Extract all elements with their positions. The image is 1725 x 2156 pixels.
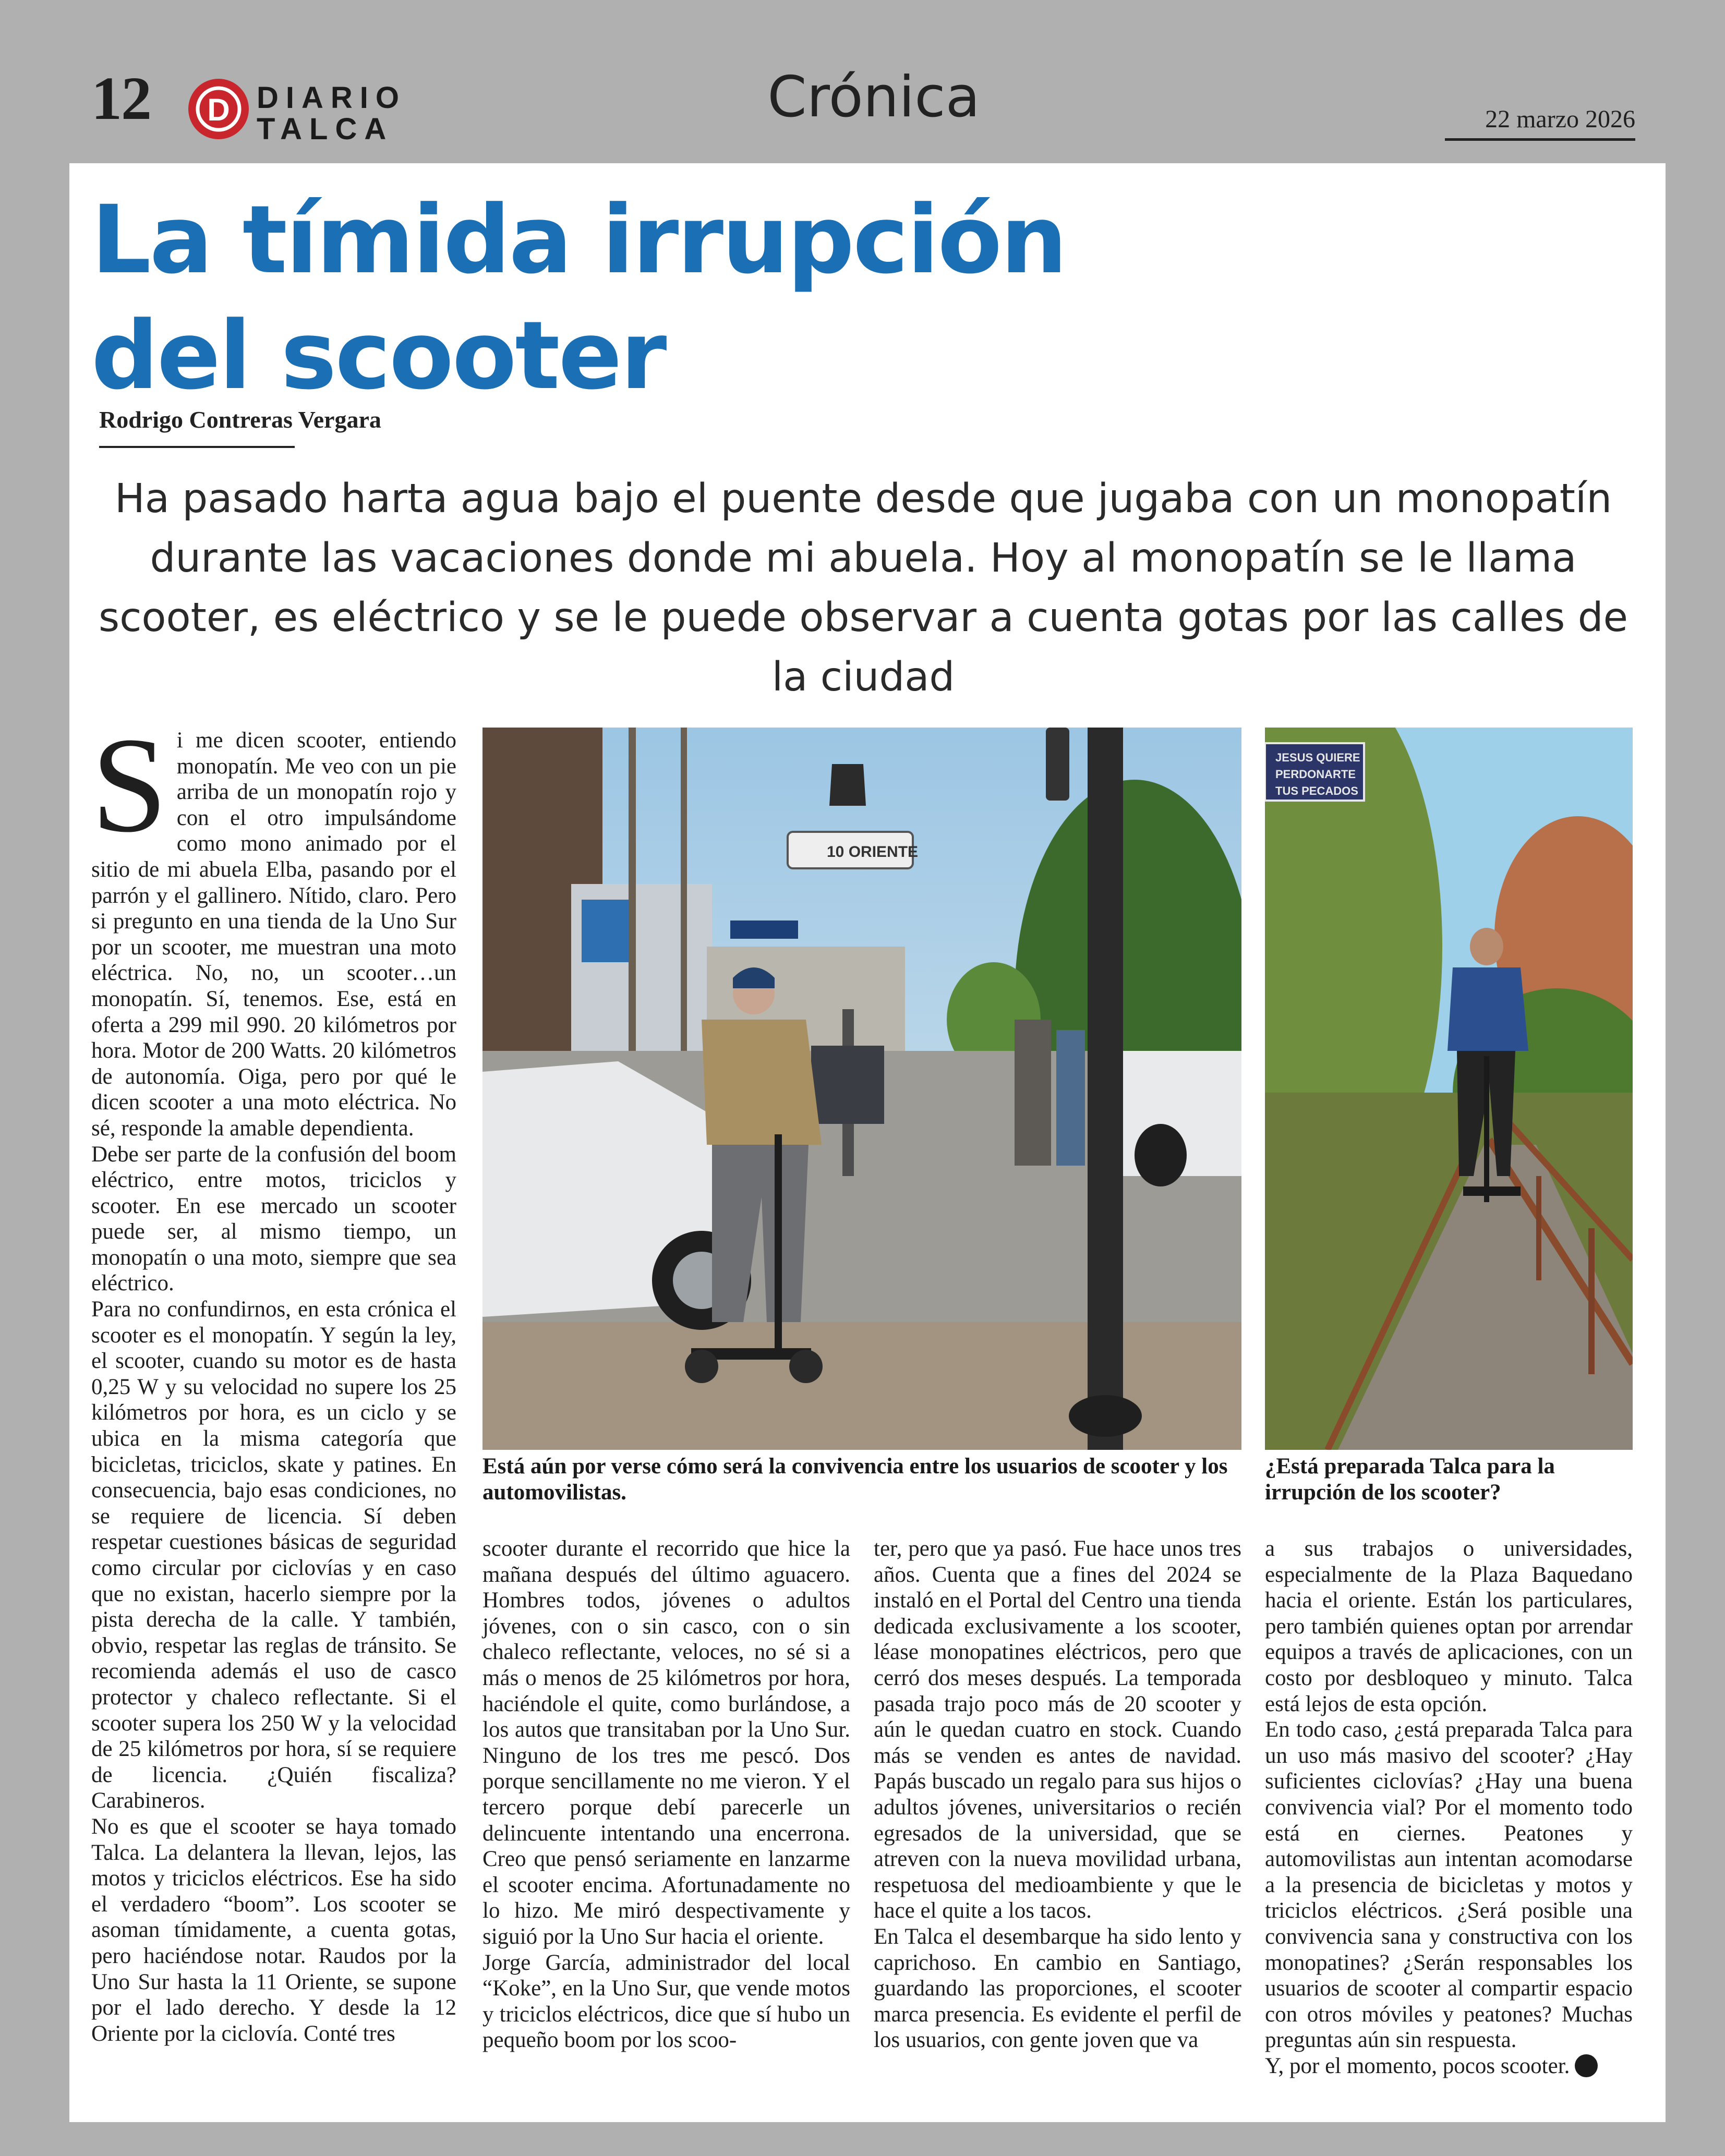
paragraph: a sus trabajos o universidades, especialmente de la Plaza Baquedano hacia el oriente. Están los particulares, pero también quienes optan por arrendar equipos a través de aplicaciones, con un costo por desbloqueo y minuto. Talca está lejos de esta opción.	[1265, 1536, 1633, 1716]
logo-line-2: TALCA	[257, 112, 394, 146]
body-column-3	[874, 1536, 1241, 2053]
page-number: 12	[91, 64, 151, 132]
photo-2-sign-line-2: PERDONARTE	[1275, 768, 1356, 781]
paragraph	[91, 709, 456, 1142]
section-title: Crónica	[767, 65, 980, 130]
logo-wordmark	[257, 82, 406, 145]
paragraph	[1265, 2053, 1633, 2079]
paragraph: scooter durante el recorrido que hice la mañana después del último aguacero. Hombres todos, jóvenes o adultos jóvenes, con o sin casco, con o sin chaleco reflectante, veloces, no sé si a más o menos de 25 kilómetros por hora, haciéndole el quite, como burlándose, a los autos que transitaban por la Uno Sur. Ninguno de los tres me pescó. Dos porque sencillamente no me vieron. Y el tercero porque debí parecerle un delincuente intentando una encerrona. Creo que pensó seriamente en lanzarme el scooter encima. Afortunadamente no lo hizo. Me miró despectivamente y siguió por la Uno Sur hacia el oriente.	[482, 1536, 850, 1949]
byline: Rodrigo Contreras Vergara	[99, 406, 381, 433]
body-column-1	[91, 709, 456, 2046]
byline-rule	[99, 446, 295, 448]
paragraph: En Talca el desembarque ha sido lento y caprichoso. En cambio en Santiago, guardando las proporciones, el scooter marca presencia. Es evidente el perfil de los usuarios, con gente joven que va	[874, 1924, 1241, 2053]
drop-cap: S	[91, 709, 167, 861]
logo-icon	[187, 77, 250, 141]
body-column-2	[482, 1536, 850, 2053]
body-column-4	[1265, 1536, 1633, 2079]
headline-line-1: La tímida irrupción	[91, 186, 1066, 295]
photo-2-caption: ¿Está preparada Talca para la irrupción de los scooter?	[1265, 1454, 1555, 1505]
logo-line-1: DIARIO	[257, 81, 406, 115]
headline	[91, 183, 1447, 414]
photo-street-scooter	[482, 728, 1241, 1450]
closing-line: Y, por el momento, pocos scooter.	[1265, 2053, 1570, 2078]
headline-line-2: del scooter	[91, 301, 666, 410]
paragraph: En todo caso, ¿está preparada Talca para un uso más masivo del scooter? ¿Hay suficientes ciclovías? ¿Hay una buena convivencia vial? Por el momento todo está en ciernes. Peatones y automovilistas aun intentan acomodarse a la presencia de bicicletas y motos y triciclos eléctricos. ¿Será posible una convivencia sana y constructiva con los monopatines? ¿Serán responsables los usuarios de scooter al compartir espacio con otros móviles y peatones? Muchas preguntas aún sin respuesta.	[1265, 1717, 1633, 2053]
logo-mark-letter: D	[207, 92, 230, 127]
photo-bridge-scooter	[1265, 728, 1633, 1450]
paragraph-text: i me dicen scooter, entiendo monopatín. Me veo con un pie arriba de un monopatín rojo y con el otro impulsándome como mono animado por el sitio de mi abuela Elba, pasando por el parrón y el gallinero. Nítido, claro. Pero si pregunto en una tienda de la Uno Sur por un scooter, me muestran una moto eléctrica. No, no, un scooter…un monopatín. Sí, tenemos. Ese, está en oferta a 299 mil 990. 20 kilómetros por hora. Motor de 200 Watts. 20 kilómetros de autonomía. Oiga, pero por qué le dicen scooter a una moto eléctrica. No sé, responde la amable dependienta.	[91, 728, 456, 1141]
photo-1-street-sign: 10 ORIENTE	[827, 843, 919, 861]
end-mark-icon	[1575, 2054, 1598, 2077]
paragraph: Debe ser parte de la confusión del boom eléctrico, entre motos, triciclos y scooter. En ese mercado un scooter puede ser, al mismo tiempo, un monopatín o una moto, siempre que sea eléctrico.	[91, 1142, 456, 1296]
photo-1-caption: Está aún por verse cómo será la convivencia entre los usuarios de scooter y los automovilistas.	[482, 1454, 1228, 1505]
issue-date: 22 marzo 2026	[1445, 107, 1635, 141]
photo-2-sign-line-3: TUS PECADOS	[1275, 784, 1358, 797]
lead-paragraph: Ha pasado harta agua bajo el puente desde que jugaba con un monopatín durante las vacaciones donde mi abuela. Hoy al monopatín se le llama scooter, es eléctrico y se le puede observar a cuenta gotas por las calles de la ciudad	[98, 476, 1629, 700]
paragraph: ter, pero que ya pasó. Fue hace unos tres años. Cuenta que a fines del 2024 se instaló en el Portal del Centro una tienda dedicada exclusivamente a los scooter, léase monopatines eléctricos, pero que cerró dos meses después. La temporada pasada trajo poco más de 20 scooter y aún le quedan cuatro en stock. Cuando más se venden es antes de navidad. Papás buscado un regalo para sus hijos o adultos jóvenes, universitarios o recién egresados de la universidad, que se atreven con la nueva movilidad urbana, respetuosa del medioambiente y que le hace el quite a los tacos.	[874, 1536, 1241, 1923]
paragraph: Para no confundirnos, en esta crónica el scooter es el monopatín. Y según la ley, el scooter, cuando su motor es de hasta 0,25 W y su velocidad no supere los 25 kilómetros por hora, es un ciclo y se ubica en la misma categoría que bicicletas, triciclos, skate y patines. En consecuencia, bajo esas condiciones, no se requiere de licencia. Sí deben respetar cuestiones básicas de seguridad como circular por ciclovías y en caso que no existan, hacerlo siempre por la pista derecha de la calle. Y también, obvio, respetar las reglas de tránsito. Se recomienda además el uso de casco protector y chaleco reflectante. Si el scooter supera los 250 W y la velocidad de 25 kilómetros por hora, sí se requiere de licencia. ¿Quién fiscaliza? Carabineros.	[91, 1297, 456, 1813]
paragraph: No es que el scooter se haya tomado Talca. La delantera la llevan, lejos, las motos y triciclos eléctricos. Ese ha sido el verdadero “boom”. Los scooter se asoman tímidamente, a cuenta gotas, pero haciéndose notar. Raudos por la Uno Sur hasta la 11 Oriente, se supone por el lado derecho. Y desde la 12 Oriente por la ciclovía. Conté tres	[91, 1814, 456, 2046]
photo-2-sign-line-1: JESUS QUIERE	[1275, 751, 1360, 764]
paragraph: Jorge García, administrador del local “Koke”, en la Uno Sur, que vende motos y triciclos eléctricos, dice que sí hubo un pequeño boom por los scoo-	[482, 1950, 850, 2053]
